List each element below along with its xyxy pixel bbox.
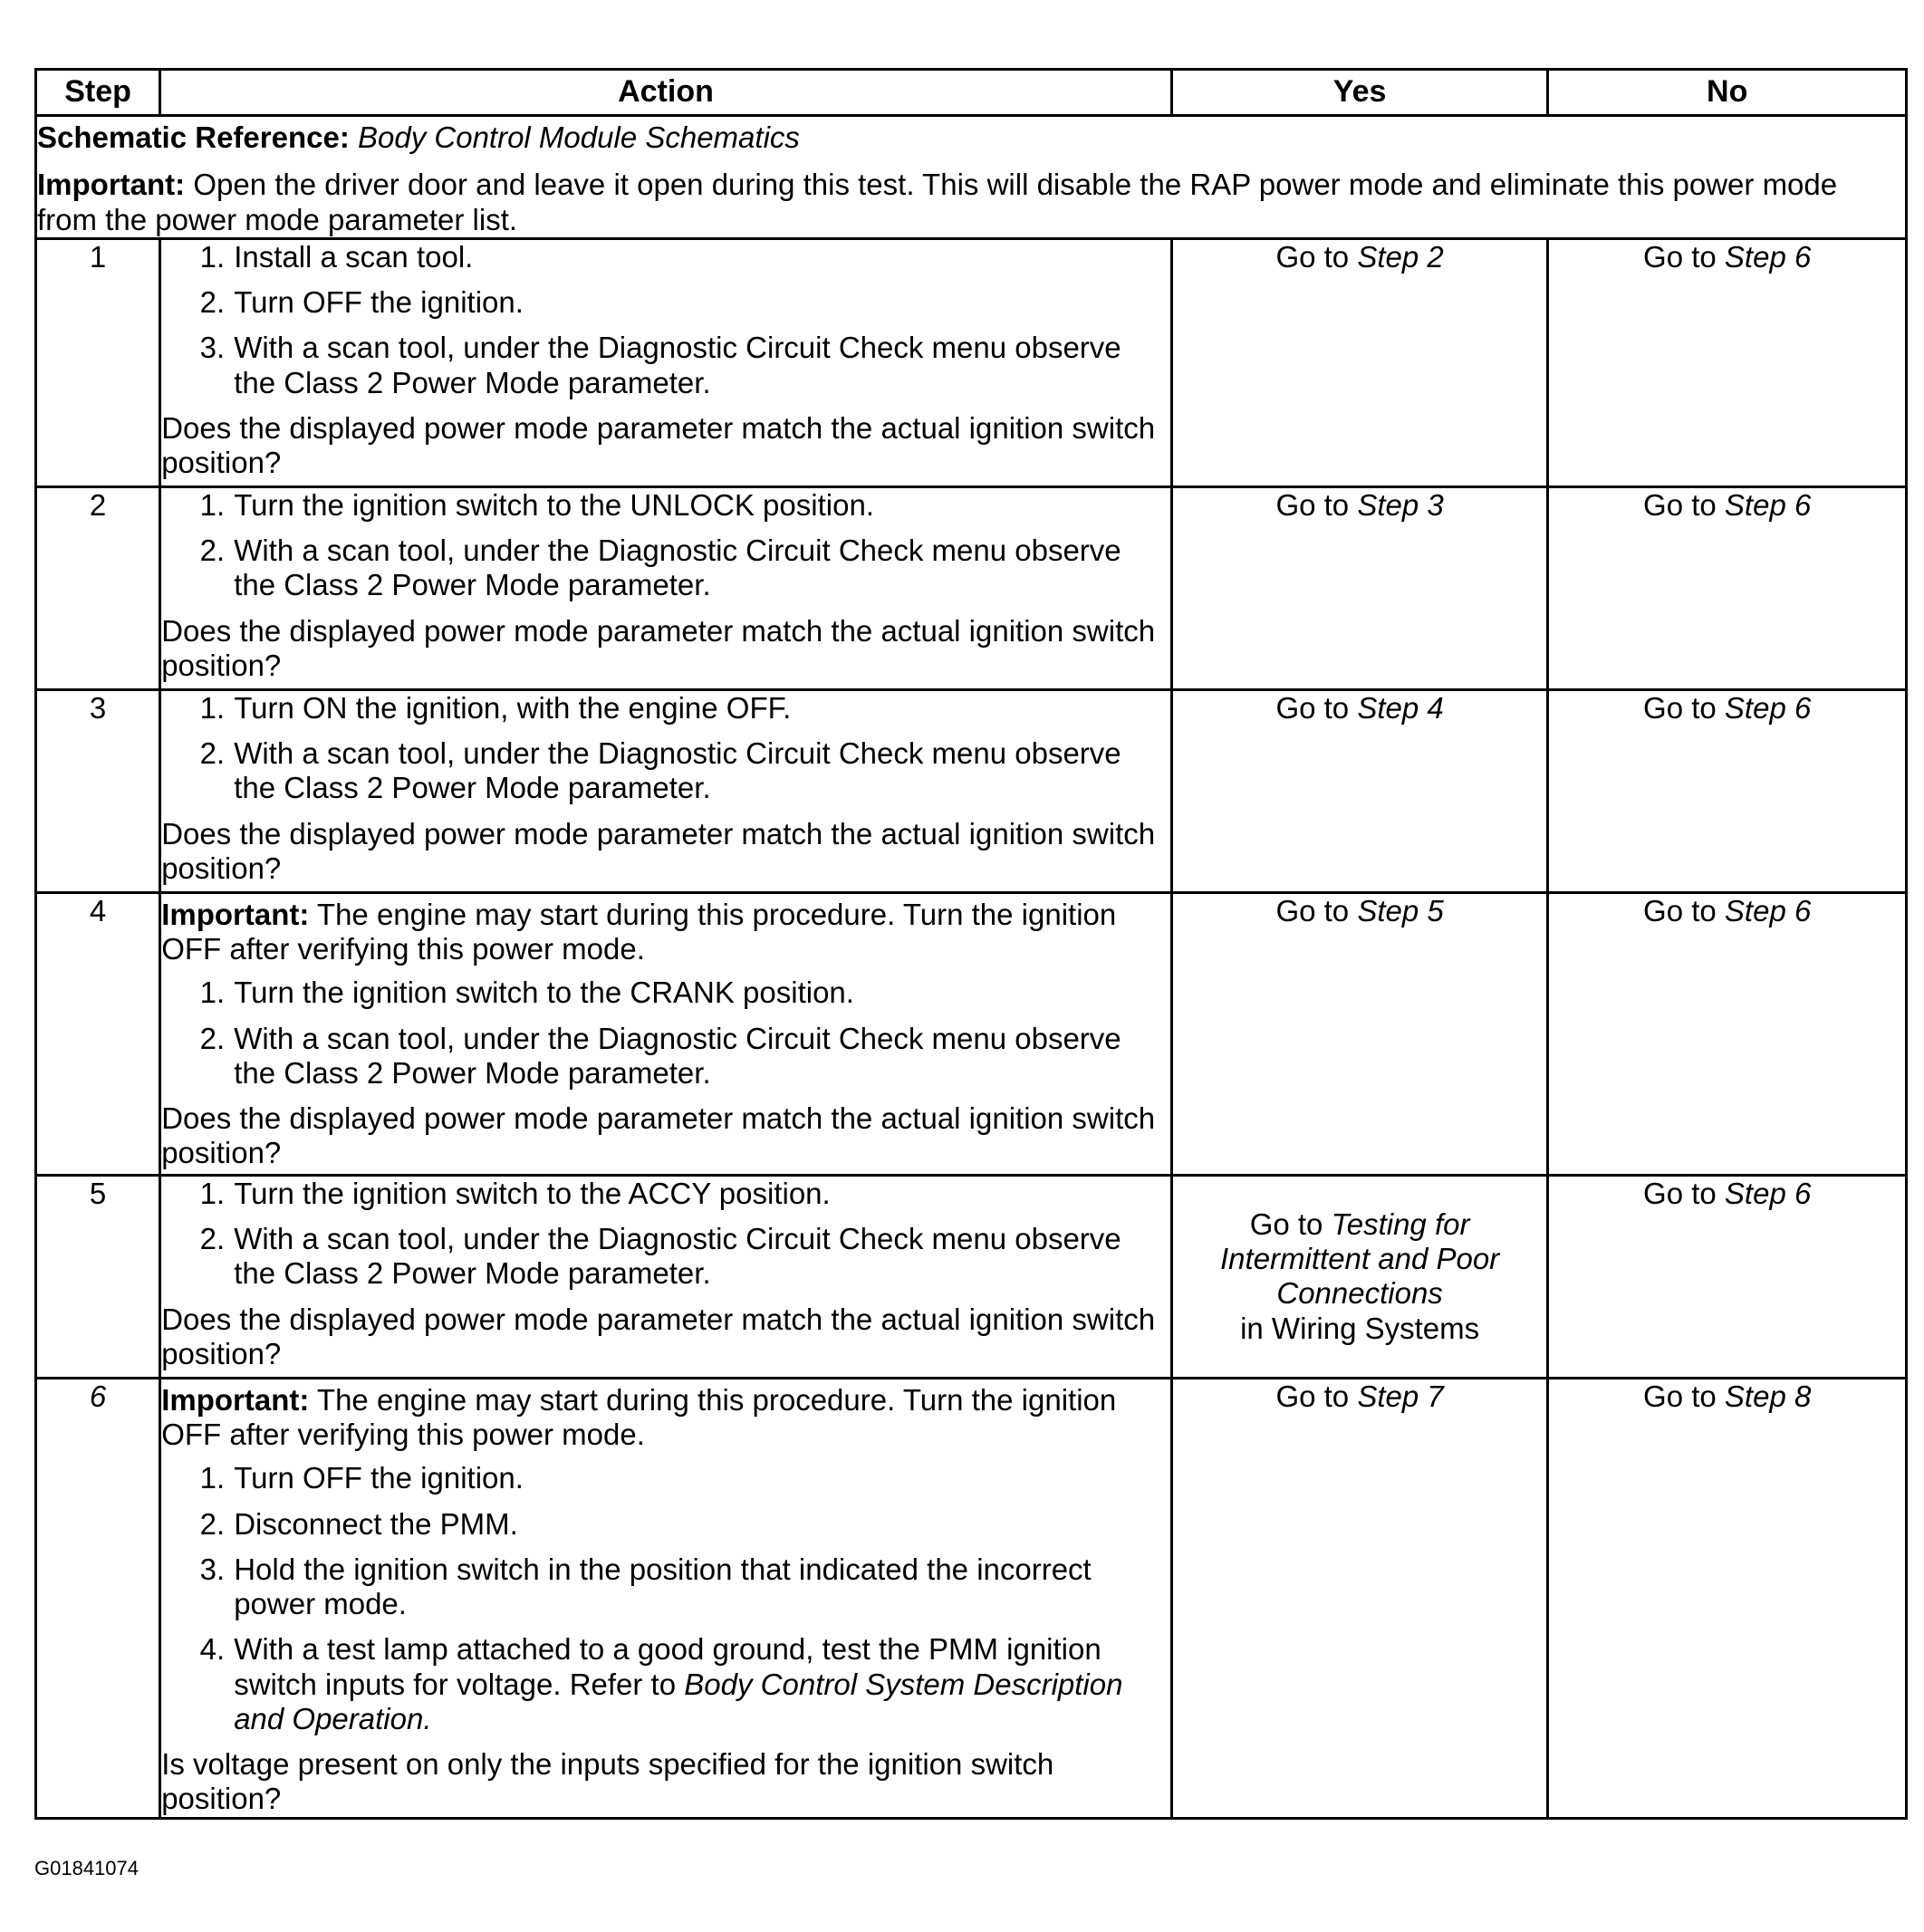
yes-cell (1171, 486, 1548, 689)
header-step: Step (36, 70, 160, 116)
action-item: 2. With a scan tool, under the Diagnostic Circuit Check menu observe the Class 2 Power Mode parameter. (199, 1021, 1121, 1090)
schematic-reference-link[interactable]: Body Control Module Schematics (358, 120, 800, 154)
no-cell (1548, 238, 1907, 486)
no-cell (1548, 689, 1907, 892)
step-action (160, 238, 1172, 486)
reference-cell (36, 116, 1907, 239)
step-number: 5 (36, 1175, 160, 1378)
step-number: 2 (36, 486, 160, 689)
step-number: 6 (36, 1378, 160, 1818)
action-item: 1. Turn the ignition switch to the CRANK position. (199, 976, 854, 1010)
step-row (36, 1175, 1907, 1378)
step-action (160, 689, 1172, 892)
action-item: 2. Disconnect the PMM. (199, 1506, 518, 1541)
step-action (160, 1175, 1172, 1378)
figure-id: G01841074 (34, 1857, 139, 1879)
action-item: 1. Turn ON the ignition, with the engine OFF. (199, 690, 792, 725)
step-number: 3 (36, 689, 160, 892)
step-number: 4 (36, 892, 160, 1175)
yes-goto-link[interactable]: Go to Step 7 (1275, 1379, 1444, 1413)
action-item: 1. Turn the ignition switch to the ACCY position. (199, 1176, 831, 1210)
yes-goto-link[interactable]: Go to Step 4 (1275, 690, 1444, 725)
action-item: 3. With a scan tool, under the Diagnostic Circuit Check menu observe the Class 2 Power Mode parameter. (199, 331, 1121, 399)
yes-cell (1171, 238, 1548, 486)
step-question: Does the displayed power mode parameter match the actual ignition switch position? (161, 1302, 1156, 1370)
no-cell (1548, 1175, 1907, 1378)
header-no: No (1548, 70, 1907, 116)
no-goto-link[interactable]: Go to Step 6 (1643, 487, 1812, 522)
action-item: 1. Turn OFF the ignition. (199, 1461, 524, 1495)
step-action (160, 1378, 1172, 1818)
no-goto-link[interactable]: Go to Step 8 (1643, 1379, 1812, 1413)
no-goto-link[interactable]: Go to Step 6 (1643, 690, 1812, 725)
yes-goto-link[interactable]: Go to Step 2 (1275, 239, 1444, 274)
reference-row (36, 116, 1907, 239)
action-item: 3. Hold the ignition switch in the position that indicated the incorrect power mode. (199, 1552, 1092, 1621)
yes-cell (1171, 1175, 1548, 1378)
yes-goto-link[interactable]: Go to Step 3 (1275, 487, 1444, 522)
diagnostic-table-page (34, 68, 1908, 1820)
step-row (36, 238, 1907, 486)
schematic-reference-label: Schematic Reference: (37, 120, 350, 154)
no-cell (1548, 1378, 1907, 1818)
step-row (36, 689, 1907, 892)
step-row (36, 486, 1907, 689)
no-cell (1548, 892, 1907, 1175)
step-action (160, 486, 1172, 689)
step-number: 1 (36, 238, 160, 486)
action-item: 2. Turn OFF the ignition. (199, 285, 524, 320)
no-goto-link[interactable]: Go to Step 6 (1643, 1176, 1812, 1210)
action-item: 2. With a scan tool, under the Diagnostic Circuit Check menu observe the Class 2 Power Mode parameter. (199, 533, 1121, 602)
no-cell (1548, 486, 1907, 689)
yes-cell (1171, 1378, 1548, 1818)
step-question: Does the displayed power mode parameter match the actual ignition switch position? (161, 816, 1156, 885)
yes-goto-link[interactable]: Go to Step 5 (1275, 893, 1444, 928)
important-label: Important: (37, 168, 186, 202)
step-question: Is voltage present on only the inputs specified for the ignition switch position? (161, 1747, 1054, 1816)
diagnostic-table (34, 68, 1908, 1820)
action-item: 1. Turn the ignition switch to the UNLOCK position. (199, 487, 874, 522)
yes-cell (1171, 892, 1548, 1175)
action-item: 2. With a scan tool, under the Diagnostic Circuit Check menu observe the Class 2 Power Mode parameter. (199, 736, 1121, 805)
yes-cell (1171, 689, 1548, 892)
important-note (37, 168, 1905, 237)
step-question: Does the displayed power mode parameter match the actual ignition switch position? (161, 1101, 1156, 1170)
yes-goto-link[interactable]: Go to Testing for Intermittent and Poor Connections in Wiring Systems (1220, 1206, 1500, 1345)
no-goto-link[interactable]: Go to Step 6 (1643, 893, 1812, 928)
header-action: Action (160, 70, 1172, 116)
step-row (36, 1378, 1907, 1818)
step-action (160, 892, 1172, 1175)
action-item: 1. Install a scan tool. (199, 239, 474, 274)
reference-link[interactable]: Body Control System Description and Operation. (234, 1667, 1123, 1735)
header-row (36, 70, 1907, 116)
step-question: Does the displayed power mode parameter match the actual ignition switch position? (161, 613, 1156, 682)
no-goto-link[interactable]: Go to Step 6 (1643, 239, 1812, 274)
schematic-reference (37, 120, 1905, 155)
step-row (36, 892, 1907, 1175)
step-important-note: Important: The engine may start during this procedure. Turn the ignition OFF after verifying this power mode. (161, 1382, 1117, 1452)
action-item: 2. With a scan tool, under the Diagnostic Circuit Check menu observe the Class 2 Power Mode parameter. (199, 1222, 1121, 1291)
step-question: Does the displayed power mode parameter match the actual ignition switch position? (161, 410, 1156, 480)
header-yes: Yes (1171, 70, 1548, 116)
step-important-note: Important: The engine may start during this procedure. Turn the ignition OFF after verifying this power mode. (161, 897, 1117, 966)
action-item: 4. With a test lamp attached to a good ground, test the PMM ignition switch inputs for voltage. Refer to Body Control System Description and Operation. (199, 1632, 1123, 1735)
important-text: Open the driver door and leave it open during this test. This will disable the RAP power mode and eliminate this power mode from the power mode parameter list. (37, 168, 1838, 236)
